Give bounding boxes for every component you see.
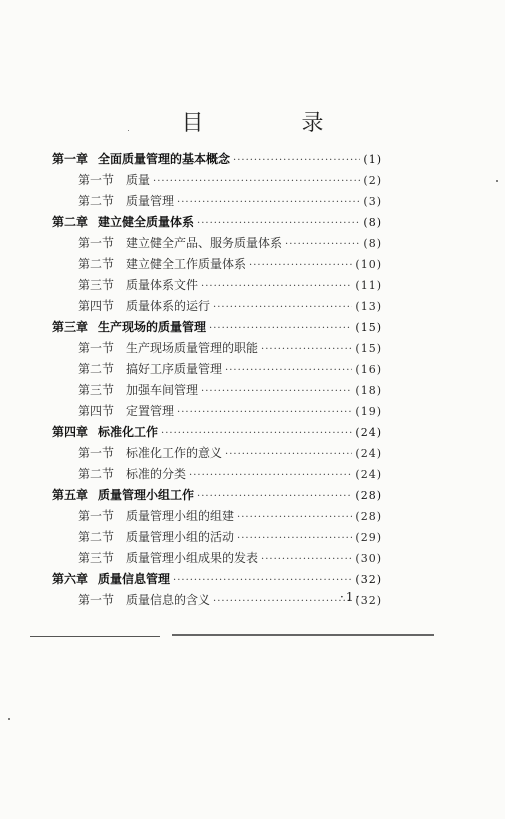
toc-entry-number: 第三节 [78,383,115,397]
toc-entry-page: (1) [363,153,382,166]
toc-entry-number: 第一章 [52,152,89,166]
dot-leader [177,407,352,418]
page-number: ·1· [340,590,362,604]
toc-entry-title: 标准化工作 [98,425,159,439]
dot-leader [177,197,360,208]
dot-leader [225,365,352,376]
toc-entry-title: 建立健全产品、服务质量体系 [126,236,283,250]
toc-entry-page: (32) [355,573,382,586]
toc-entry-title: 质量信息管理 [98,572,171,586]
toc-entry-page: (18) [355,384,382,397]
toc-section-entry [52,234,382,255]
toc-entry-title: 质量管理小组工作 [98,488,195,502]
toc-entry-page: (29) [355,531,382,544]
dot-leader [285,239,360,250]
toc-section-entry [52,339,382,360]
toc-entry-page: (24) [355,426,382,439]
toc-section-entry [52,381,382,402]
dot-leader [261,554,352,565]
toc-chapter-entry [52,570,382,591]
toc-entry-page: (8) [363,216,382,229]
toc-entry-page: (32) [355,594,382,607]
toc-entry-title: 建立健全工作质量体系 [126,257,247,271]
toc-section-entry [52,549,382,570]
toc-entry-page: (15) [355,321,382,334]
toc-entry-title: 质量 [126,173,151,187]
table-of-contents [52,150,382,612]
dot-leader [197,491,352,502]
dot-leader [201,281,352,292]
toc-entry-page: (3) [363,195,382,208]
toc-entry-number: 第三节 [78,551,115,565]
toc-chapter-entry [52,423,382,444]
toc-entry-number: 第四节 [78,404,115,418]
toc-entry-page: (16) [355,363,382,376]
toc-chapter-entry [52,318,382,339]
toc-entry-title: 建立健全质量体系 [98,215,195,229]
toc-entry-title: 生产现场的质量管理 [98,320,207,334]
toc-entry-title: 质量体系文件 [126,278,199,292]
scan-rule-right [172,634,434,636]
toc-entry-number: 第四节 [78,299,115,313]
toc-section-entry [52,591,382,612]
dot-leader [261,344,352,355]
toc-entry-page: (24) [355,447,382,460]
toc-entry-number: 第一节 [78,341,115,355]
toc-entry-number: 第四章 [52,425,89,439]
toc-entry-number: 第一节 [78,173,115,187]
toc-entry-title: 搞好工序质量管理 [126,362,223,376]
toc-entry-page: (2) [363,174,382,187]
toc-entry-number: 第五章 [52,488,89,502]
toc-entry-number: 第一节 [78,509,115,523]
toc-entry-page: (13) [355,300,382,313]
toc-entry-number: 第三节 [78,278,115,292]
toc-section-entry [52,360,382,381]
dot-leader [201,386,352,397]
dot-leader [225,449,352,460]
toc-entry-title: 质量信息的含义 [126,593,211,607]
toc-entry-title: 质量管理小组的组建 [126,509,235,523]
dot-leader [153,176,360,187]
dot-leader [233,155,360,166]
toc-entry-title: 质量管理小组成果的发表 [126,551,259,565]
toc-entry-page: (15) [355,342,382,355]
toc-entry-number: 第二节 [78,467,115,481]
toc-entry-title: 加强车间管理 [126,383,199,397]
dot-leader [161,428,352,439]
toc-entry-page: (28) [355,510,382,523]
dot-leader [173,575,352,586]
dot-leader [189,470,352,481]
toc-entry-title: 标准的分类 [126,467,187,481]
dot-leader [249,260,352,271]
dot-leader [237,512,352,523]
toc-entry-number: 第二节 [78,530,115,544]
scan-speck [128,130,129,131]
toc-entry-title: 生产现场质量管理的职能 [126,341,259,355]
dot-leader [213,302,352,313]
toc-section-entry [52,192,382,213]
toc-section-entry [52,465,382,486]
dot-leader [197,218,360,229]
scan-speck [496,180,498,182]
toc-entry-title: 质量管理 [126,194,175,208]
toc-chapter-entry [52,486,382,507]
toc-entry-number: 第二节 [78,362,115,376]
toc-entry-number: 第一节 [78,236,115,250]
toc-entry-number: 第二章 [52,215,89,229]
toc-section-entry [52,402,382,423]
toc-chapter-entry [52,150,382,171]
toc-entry-number: 第六章 [52,572,89,586]
dot-leader [213,596,352,607]
scan-rule-left [30,636,160,637]
toc-entry-title: 定置管理 [126,404,175,418]
toc-entry-number: 第二节 [78,257,115,271]
toc-entry-title: 全面质量管理的基本概念 [98,152,231,166]
toc-entry-page: (10) [355,258,382,271]
toc-section-entry [52,276,382,297]
toc-section-entry [52,528,382,549]
toc-section-entry [52,255,382,276]
toc-entry-title: 质量体系的运行 [126,299,211,313]
toc-entry-title: 质量管理小组的活动 [126,530,235,544]
toc-entry-page: (24) [355,468,382,481]
toc-section-entry [52,297,382,318]
toc-entry-number: 第三章 [52,320,89,334]
scan-speck [8,718,10,720]
toc-entry-number: 第二节 [78,194,115,208]
toc-entry-title: 标准化工作的意义 [126,446,223,460]
toc-chapter-entry [52,213,382,234]
toc-section-entry [52,444,382,465]
toc-entry-page: (30) [355,552,382,565]
toc-entry-page: (11) [355,279,382,292]
dot-leader [237,533,352,544]
page-title: 目 录 [181,111,362,136]
toc-entry-page: (19) [355,405,382,418]
toc-entry-number: 第一节 [78,446,115,460]
toc-entry-number: 第一节 [78,593,115,607]
toc-entry-page: (8) [363,237,382,250]
toc-section-entry [52,507,382,528]
dot-leader [209,323,352,334]
toc-entry-page: (28) [355,489,382,502]
toc-section-entry [52,171,382,192]
